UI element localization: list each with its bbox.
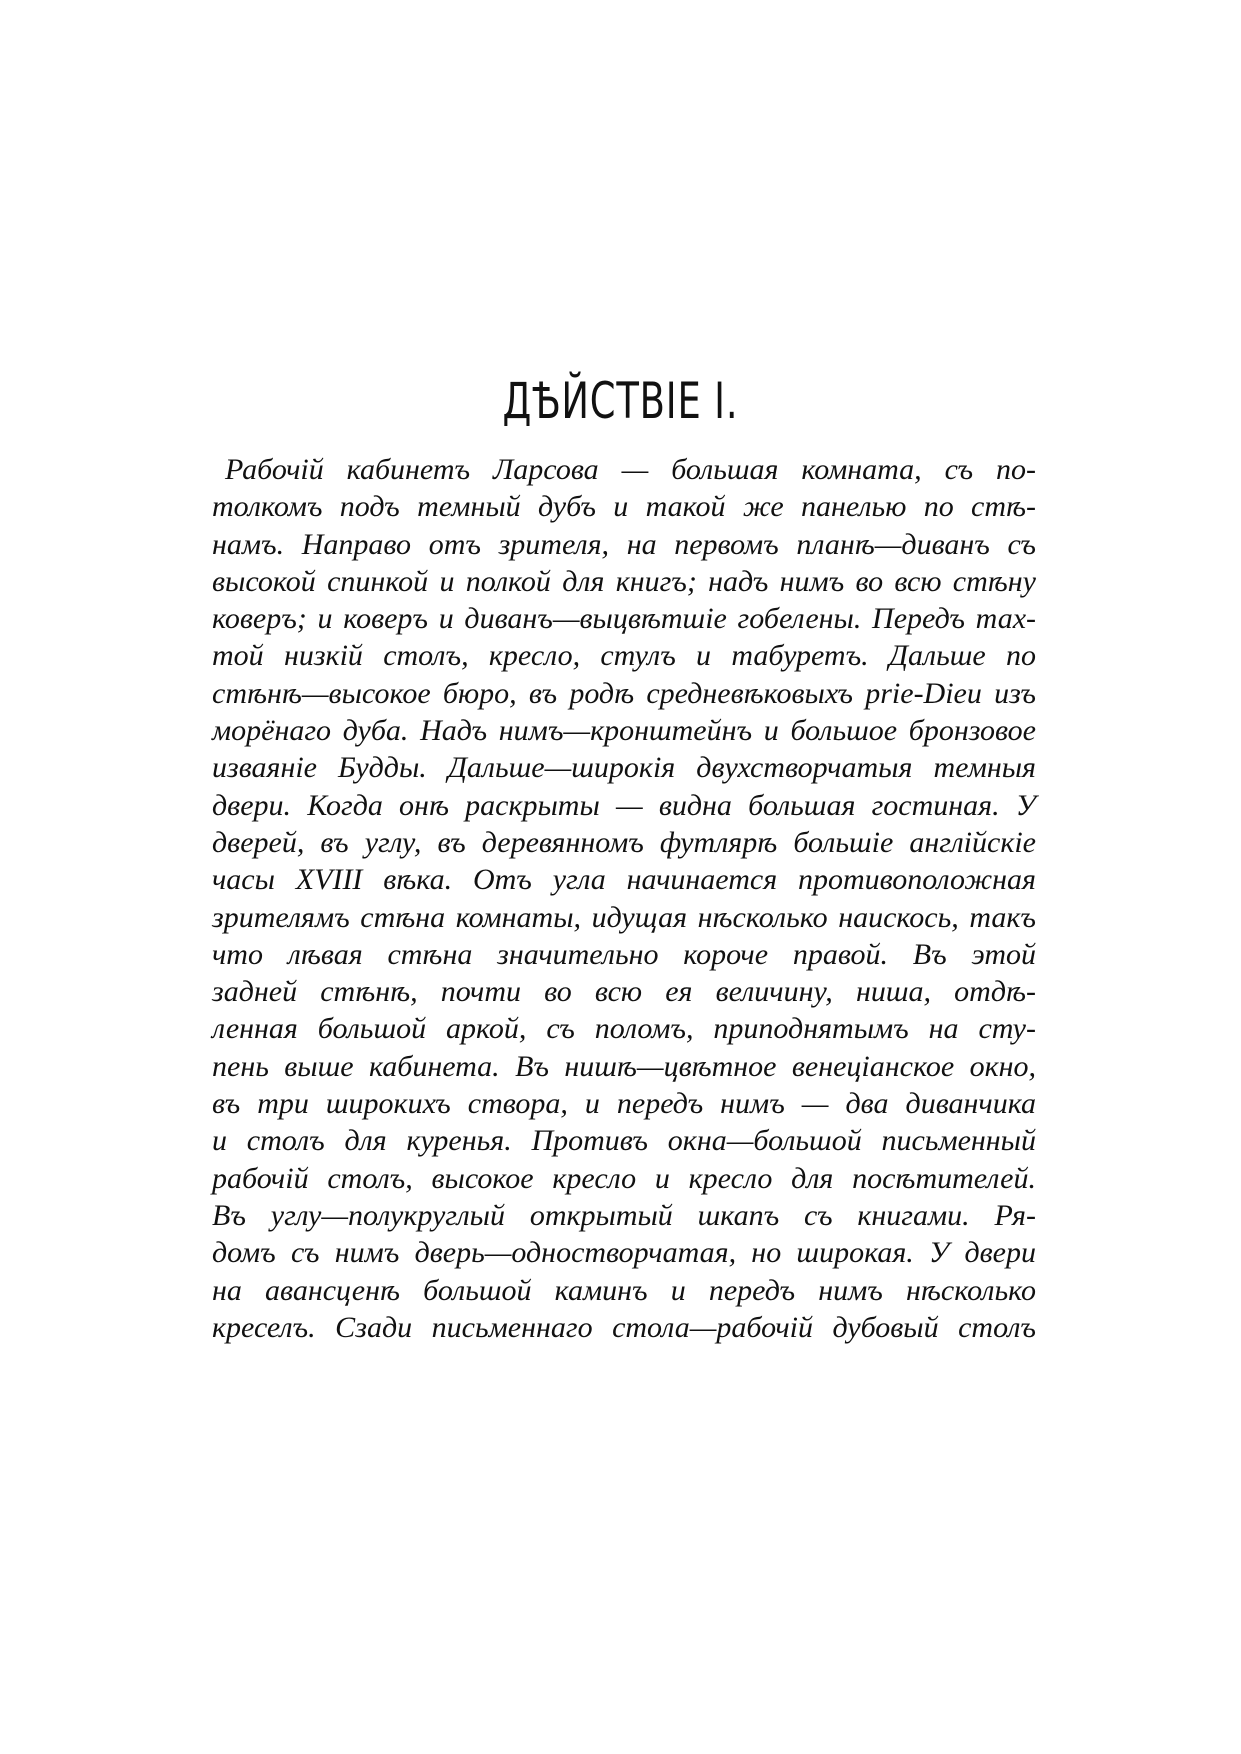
text-line: той низкій столъ, кресло, стулъ и табуретъ. Дальше по (212, 639, 1036, 673)
text-line: толкомъ подъ темный дубъ и такой же панелью по стѣ- (212, 490, 1036, 524)
text-line: задней стѣнѣ, почти во всю ея величину, ниша, отдѣ- (212, 975, 1036, 1009)
text-line: часы XVIII вѣка. Отъ угла начинается противоположная (212, 863, 1036, 897)
text-line: что лѣвая стѣна значительно короче правой. Въ этой (212, 937, 1036, 971)
text-line: пень выше кабинета. Въ нишѣ—цвѣтное венеціанское окно, (212, 1049, 1036, 1083)
text-line: въ три широкихъ створа, и передъ нимъ — два диванчика (212, 1087, 1036, 1121)
text-line: высокой спинкой и полкой для книгъ; надъ нимъ во всю стѣну (212, 564, 1036, 598)
text-line: ленная большой аркой, съ поломъ, приподнятымъ на сту- (212, 1012, 1036, 1046)
text-line: изваяніе Будды. Дальше—широкія двухстворчатыя темныя (212, 751, 1036, 785)
text-line: Въ углу—полукруглый открытый шкапъ съ книгами. Ря- (212, 1198, 1036, 1232)
text-line: стѣнѣ—высокое бюро, въ родѣ средневѣковыхъ prie-Dieu изъ (212, 676, 1036, 710)
text-line: двери. Когда онѣ раскрыты — видна большая гостиная. У (212, 788, 1036, 822)
text-line: рабочій столъ, высокое кресло и кресло для посѣтителей. (212, 1161, 1036, 1195)
text-line: на авансценѣ большой каминъ и передъ нимъ нѣсколько (212, 1273, 1036, 1307)
text-line: креселъ. Сзади письменнаго стола—рабочій дубовый столъ (212, 1310, 1036, 1344)
text-line: морёнаго дуба. Надъ нимъ—кронштейнъ и большое бронзовое (212, 714, 1036, 748)
text-line: домъ съ нимъ дверь—одностворчатая, но широкая. У двери (212, 1236, 1036, 1270)
text-line: и столъ для куренья. Противъ окна—большой письменный (212, 1124, 1036, 1158)
text-line: Рабочій кабинетъ Ларсова — большая комната, съ по- (225, 453, 1036, 486)
text-line: намъ. Направо отъ зрителя, на первомъ планѣ—диванъ съ (212, 527, 1036, 561)
text-line: зрителямъ стѣна комнаты, идущая нѣсколько наискось, такъ (212, 900, 1036, 934)
stage-direction-paragraph (212, 451, 1036, 1346)
text-line: дверей, въ углу, въ деревянномъ футлярѣ большіе англійскіе (212, 825, 1036, 859)
act-title: ДѢЙСТВІЕ І. (502, 372, 739, 430)
text-line: коверъ; и коверъ и диванъ—выцвѣтшіе гобелены. Передъ тах- (212, 602, 1036, 636)
